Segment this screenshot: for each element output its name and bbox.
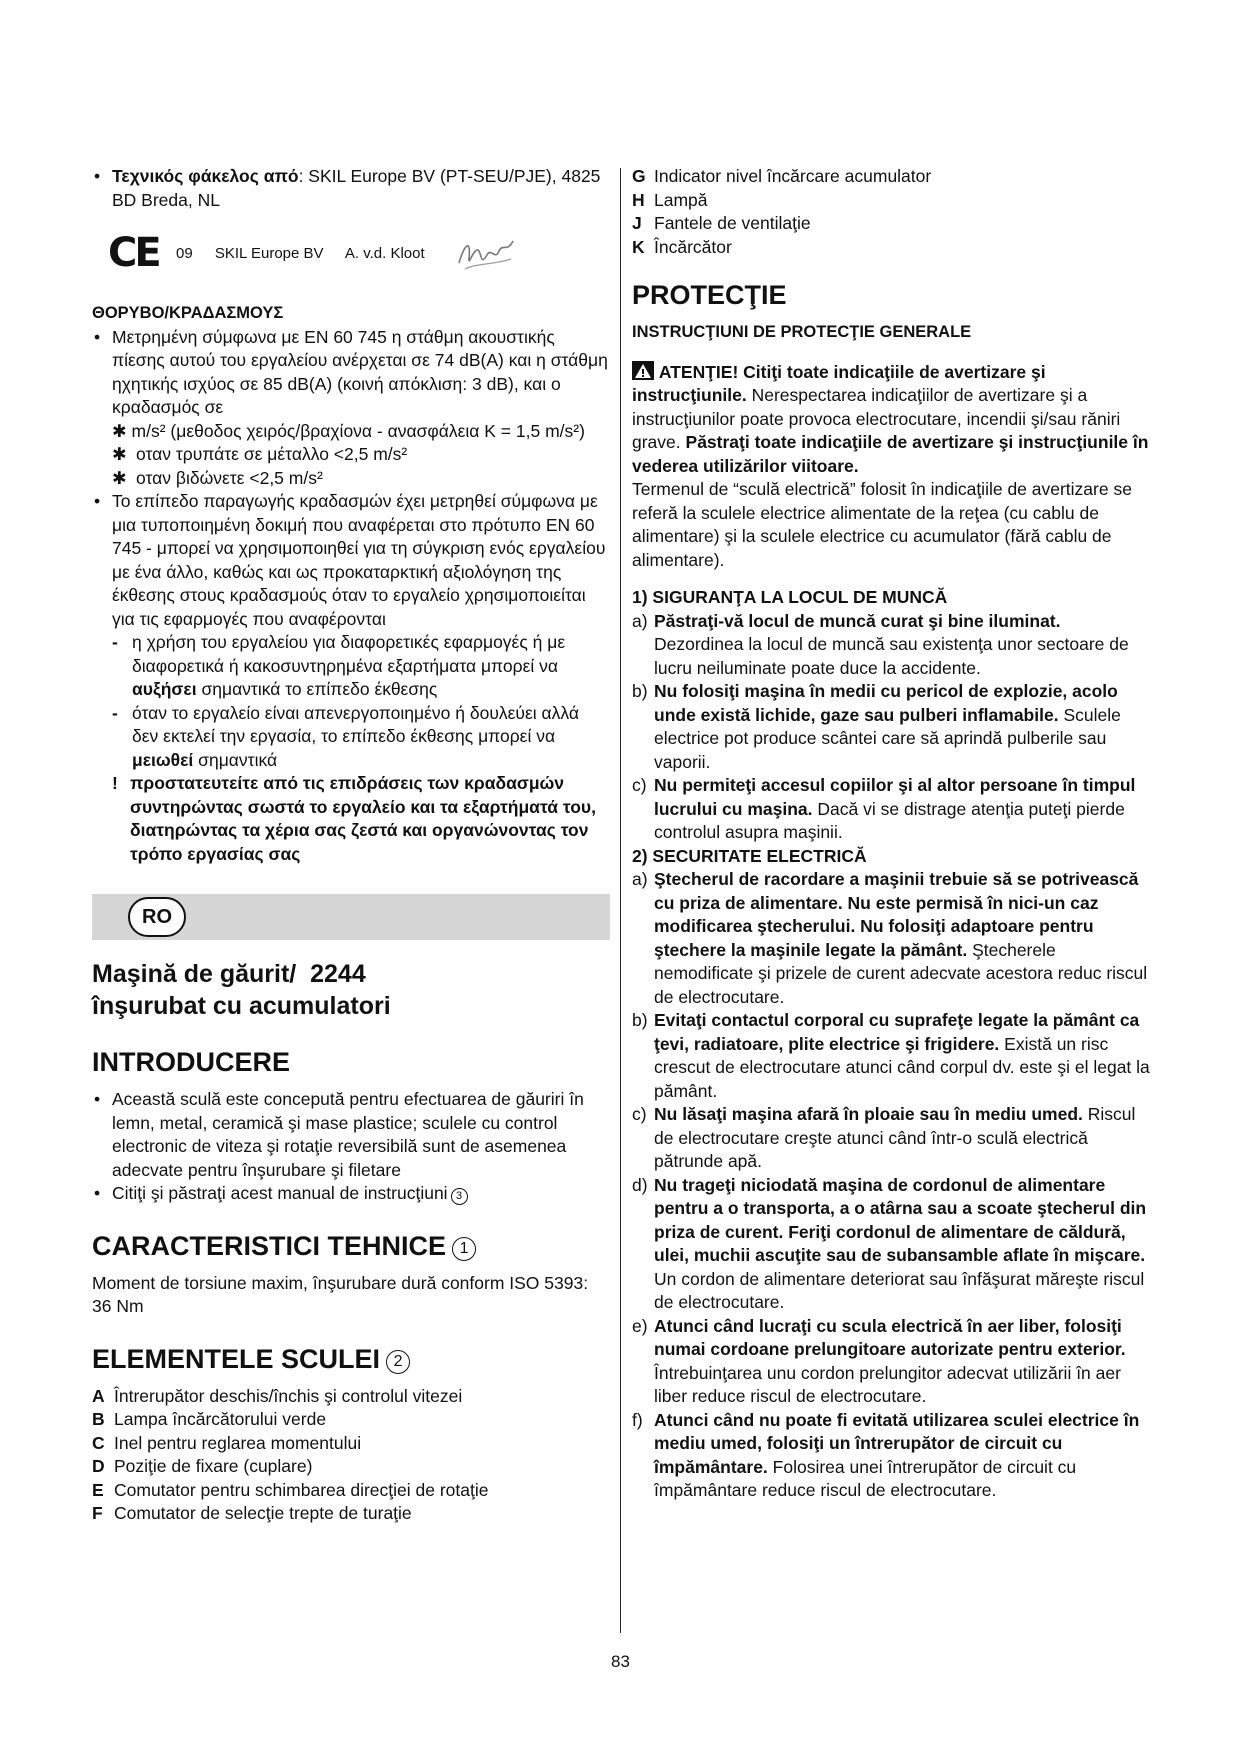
noise-p1-text: Μετρημένη σύμφωνα με EN 60 745 η στάθμη ακουστικής πίεσης αυτού του εργαλείου ανέρχεται σε 74 dB(A) και η στάθμη ηχητικής ισχύος σε 85 dB(A) (κοινή απόκλιση: 3 dB), και ο κραδασμός σε xyxy=(112,326,608,417)
tech-heading xyxy=(92,1230,610,1262)
list-item xyxy=(632,165,1152,189)
left-column xyxy=(92,165,610,1526)
figure-ref-icon: 2 xyxy=(386,1350,410,1374)
sig-year: 09 xyxy=(176,245,193,263)
noise-warning-text: προστατευτείτε από τις επιδράσεις των κραδασμών συντηρώντας σωστά το εργαλείο και τα εξαρτήματά του, διατηρώντας τα χέρια σας ζεστά και οργανώνοντας τον τρόπο εργασίας σας xyxy=(130,773,596,864)
tech-heading-text: CARACTERISTICI TEHNICE xyxy=(92,1230,447,1261)
item-bold: Nu lăsaţi maşina afară în ploaie sau în mediu umed. xyxy=(654,1104,1083,1124)
item-key: D xyxy=(92,1456,105,1476)
item-text: Folosirea unei întrerupător de circuit cu împământare reduce riscul de electrocutare. xyxy=(654,1456,1077,1500)
product-model: 2244 xyxy=(310,960,366,988)
product-title-1: Maşină de găurit/ xyxy=(92,960,297,988)
product-title xyxy=(92,958,610,1022)
item-text: Există un risc crescut de electrocutare atunci când corpul dv. este şi el legat la pământ. xyxy=(654,1033,1150,1101)
list-item xyxy=(92,1408,610,1432)
noise-dash-2: - όταν το εργαλείο είναι απενεργοποιημένο ή δουλεύει αλλά δεν εκτελεί την εργασία, το επίπεδο έκθεσης μπορεί να μειωθεί σημαντικά xyxy=(112,702,580,770)
item-key: a) xyxy=(632,610,648,631)
warning-paragraph xyxy=(632,361,1152,479)
item-key: d) xyxy=(632,1174,648,1195)
list-item xyxy=(92,1502,610,1526)
tech-file-line xyxy=(92,165,610,212)
column-divider xyxy=(620,168,621,1633)
item-key: c) xyxy=(632,1104,647,1124)
item-text: Lampa încărcătorului verde xyxy=(114,1409,327,1429)
item-text: Comutator de selecţie trepte de turaţie xyxy=(114,1503,412,1523)
item-text: Indicator nivel încărcare acumulator xyxy=(654,166,932,186)
list-item xyxy=(92,1479,610,1503)
list-item xyxy=(632,212,1152,236)
right-column xyxy=(632,165,1152,1503)
list-item xyxy=(632,1009,1152,1103)
item-text: Încărcător xyxy=(654,236,732,257)
asterisk-icon: ✱ xyxy=(112,444,127,464)
warning-bold-1: ATENŢIE! Citiţi toate indicaţiile de avertizare şi instrucţiunile. xyxy=(632,361,1046,405)
tech-file-label: Τεχνικός φάκελος από xyxy=(112,166,299,186)
item-bold: Nu permiteţi accesul copiilor şi al altor persoane în timpul lucrului cu maşina. xyxy=(654,775,1136,819)
item-bold: Evitaţi contactul corporal cu suprafeţe legate la pământ ca ţevi, radiatoare, plite electrice şi frigidere. xyxy=(654,1010,1140,1054)
elements-heading-text: ELEMENTELE SCULEI xyxy=(92,1343,381,1374)
page-number: 83 xyxy=(611,1652,630,1671)
list-item xyxy=(92,1455,610,1479)
item-key: K xyxy=(632,236,645,257)
item-key: E xyxy=(92,1479,104,1500)
item-key: B xyxy=(92,1409,105,1429)
item-bold: Atunci când lucraţi cu scula electrică în aer liber, folosiţi numai cordoane prelungitoare autorizate pentru exterior. xyxy=(654,1315,1126,1359)
figure-ref-icon: 1 xyxy=(452,1237,476,1261)
list-item xyxy=(92,1385,610,1409)
noise-dash-1a: η χρήση του εργαλείου για διαφορετικές εφαρμογές ή με διαφορετικά ή κακοσυντηρημένα εξαρτήματα μπορεί να xyxy=(132,632,566,676)
asterisk-icon: ✱ xyxy=(112,467,127,488)
item-key: A xyxy=(92,1385,105,1406)
item-key: b) xyxy=(632,681,648,701)
list-item xyxy=(632,1409,1152,1503)
signature-icon xyxy=(455,233,517,275)
item-text: Dezordinea la locul de muncă sau existenţa unor sectoare de lucru neiluminate poate duce la accidente. xyxy=(654,634,1129,678)
tech-file-value: : SKIL Europe BV (PT-SEU/PJE), 4825 BD Breda, NL xyxy=(112,166,601,210)
list-item xyxy=(632,1315,1152,1409)
protect-heading: PROTECŢIE xyxy=(632,280,787,310)
elements-heading xyxy=(92,1343,610,1375)
intro-bullet-2-text: Citiţi şi păstraţi acest manual de instrucţiuni xyxy=(112,1183,448,1203)
language-bar xyxy=(92,894,610,940)
tech-text: Moment de torsiune maxim, înşurubare dură conform ISO 5393: 36 Nm xyxy=(92,1272,589,1316)
item-key: H xyxy=(632,189,645,210)
item-bold: Păstraţi-vă locul de muncă curat şi bine iluminat. xyxy=(654,610,1061,631)
noise-p1b-text: m/s² (μεθοδος χειρός/βραχίονα - ανασφάλεια K = 1,5 m/s²) xyxy=(131,420,585,441)
signature-row xyxy=(92,224,610,284)
elements-list-right xyxy=(632,165,1152,259)
noise-dash-2c: σημαντικά xyxy=(198,749,278,770)
figure-ref-icon: 3 xyxy=(451,1188,468,1205)
item-bold: Ştecherul de racordare a maşinii trebuie să se potrivească cu priza de alimentare. Nu este permisă în nici-un caz modificarea ştecherului. Nu folosiţi adaptoare pentru ştechere la maşinile legate la pământ. xyxy=(654,869,1139,960)
ce-mark: CE xyxy=(108,230,159,277)
warning-bold-2: Păstraţi toate indicaţiile de avertizare şi instrucţiunile în vederea utilizărilor viitoare. xyxy=(632,432,1149,476)
item-text: Ştecherele nemodificate şi prizele de curent adecvate acestora reduc riscul de electrocutare. xyxy=(654,939,1148,1007)
item-text: Fantele de ventilaţie xyxy=(654,213,811,233)
list-item xyxy=(632,1103,1152,1174)
item-key: C xyxy=(92,1432,105,1453)
list-item xyxy=(632,1174,1152,1315)
item-text: Comutator pentru schimbarea direcţiei de rotaţie xyxy=(114,1479,489,1500)
list-item xyxy=(632,236,1152,260)
asterisk-icon: ✱ xyxy=(112,420,127,441)
list-item xyxy=(632,868,1152,1009)
item-text: Un cordon de alimentare deteriorat sau înfăşurat măreşte riscul de electrocutare. xyxy=(654,1268,1145,1312)
noise-dash-1b: αυξήσει xyxy=(132,679,197,699)
noise-paragraph-1 xyxy=(92,326,610,444)
list-item xyxy=(92,1432,610,1456)
section-2-heading: 2) SECURITATE ELECTRICĂ xyxy=(632,845,867,866)
noise-dash-1: - η χρήση του εργαλείου για διαφορετικές εφαρμογές ή με διαφορετικά ή κακοσυντηρημένα εξαρτήματα μπορεί να αυξήσει σημαντικά το επίπεδο έκθεσης xyxy=(112,632,566,699)
intro-bullet-2 xyxy=(92,1182,610,1206)
elements-list-left xyxy=(92,1385,610,1526)
term-paragraph: Termenul de “sculă electrică” folosit în indicaţiile de avertizare se referă la sculele electrice alimentate de la reţea (cu cablu de alimentare) şi la sculele electrice cu acumulator (fără cablu de alimentare). xyxy=(632,479,1132,570)
noise-star-2 xyxy=(112,467,610,491)
item-bold: Nu trageţi niciodată maşina de cordonul de alimentare pentru a o transporta, a o atârna sau a scoate ştecherul din priza de curent. Feriţi cordonul de alimentare de căldură, ulei, muchii ascuţite sau de subansamble aflate în mişcare. xyxy=(654,1174,1147,1265)
noise-paragraph-2: • Το επίπεδο παραγωγής κραδασμών έχει μετρηθεί σύμφωνα με μια τυποποιημένη δοκιμή που αναφέρεται στο πρότυπο EN 60 745 - μπορεί να χρησιμοποιηθεί για τη σύγκριση ενός εργαλείου με ένα άλλο, καθώς και ως προκαταρκτική αξιολόγηση της έκθεσης στους κραδασμούς όταν το εργαλείο χρησιμοποιείται για τις εφαρμογές που αναφέρονται xyxy=(92,490,610,631)
item-text: Întrerupător deschis/închis şi controlul vitezei xyxy=(114,1385,463,1406)
item-key: J xyxy=(632,213,642,233)
product-title-2: înşurubat cu acumulatori xyxy=(92,992,391,1020)
item-bold: Atunci când nu poate fi evitată utilizarea sculei electrice în mediu umed, folosiţi un întrerupător de circuit cu împământare. xyxy=(654,1409,1140,1477)
intro-heading: INTRODUCERE xyxy=(92,1047,291,1077)
item-text: Inel pentru reglarea momentului xyxy=(114,1432,362,1453)
noise-star-1 xyxy=(112,443,610,467)
noise-star-2-text: οταν βιδώνετε <2,5 m/s² xyxy=(136,467,323,488)
noise-dash-2a: όταν το εργαλείο είναι απενεργοποιημένο ή δουλεύει αλλά δεν εκτελεί την εργασία, το επίπεδο έκθεσης μπορεί να xyxy=(132,702,580,746)
item-key: b) xyxy=(632,1010,648,1030)
item-key: f) xyxy=(632,1409,643,1430)
general-heading: INSTRUCŢIUNI DE PROTECŢIE GENERALE xyxy=(632,323,972,341)
item-text: Riscul de electrocutare creşte atunci când într-o sculă electrică pătrunde apă. xyxy=(654,1104,1136,1171)
item-key: G xyxy=(632,166,646,186)
item-text: Poziţie de fixare (cuplare) xyxy=(114,1456,313,1476)
item-bold: Nu folosiţi maşina în medii cu pericol de explozie, acolo unde există lichide, gaze sau pulberi inflamabile. xyxy=(654,681,1118,725)
list-item xyxy=(632,680,1152,774)
signature-text xyxy=(176,242,443,266)
sig-name: A. v.d. Kloot xyxy=(344,245,425,263)
noise-dash-1c: σημαντικά το επίπεδο έκθεσης xyxy=(201,679,438,699)
item-text: Lampă xyxy=(654,189,708,210)
warning-text-1: Nerespectarea indicaţiilor de avertizare şi a instrucţiunilor poate provoca electrocutare, incendii şi/sau răniri grave. xyxy=(632,385,1121,452)
item-text: Sculele electrice pot produce scântei care să aprindă pulberile sau vaporii. xyxy=(654,704,1121,772)
item-text: Dacă vi se distrage atenţia puteţi pierde controlul asupra maşinii. xyxy=(654,798,1125,842)
noise-heading: ΘΟΡΥΒΟ/ΚΡΑΔΑΣΜΟΥΣ xyxy=(92,304,284,322)
list-item xyxy=(632,774,1152,845)
item-key: a) xyxy=(632,869,648,889)
sig-company: SKIL Europe BV xyxy=(214,245,324,263)
item-key: e) xyxy=(632,1315,648,1336)
noise-warning xyxy=(92,772,610,866)
item-text: Întrebuinţarea unu cordon prelungitor adecvat utilizării în aer liber reduce riscul de electrocutare. xyxy=(654,1362,1121,1406)
list-item xyxy=(632,610,1152,681)
item-key: F xyxy=(92,1503,103,1523)
item-key: c) xyxy=(632,775,647,795)
language-badge: RO xyxy=(128,897,186,937)
noise-dash-2b: μειωθεί xyxy=(132,749,194,770)
warning-triangle-icon xyxy=(632,361,654,380)
noise-star-1-text: οταν τρυπάτε σε μέταλλο <2,5 m/s² xyxy=(136,444,408,464)
section-1-heading: 1) SIGURANŢA LA LOCUL DE MUNCĂ xyxy=(632,587,948,607)
intro-bullet-1: • Această sculă este concepută pentru efectuarea de găuriri în lemn, metal, ceramică şi mase plastice; sculele cu control electronic de viteza şi rotaţie reversibilă sunt de asemenea adecvate pentru înşurubare şi filetare xyxy=(92,1088,610,1182)
exclamation-icon: ! xyxy=(112,773,118,793)
list-item xyxy=(632,189,1152,213)
